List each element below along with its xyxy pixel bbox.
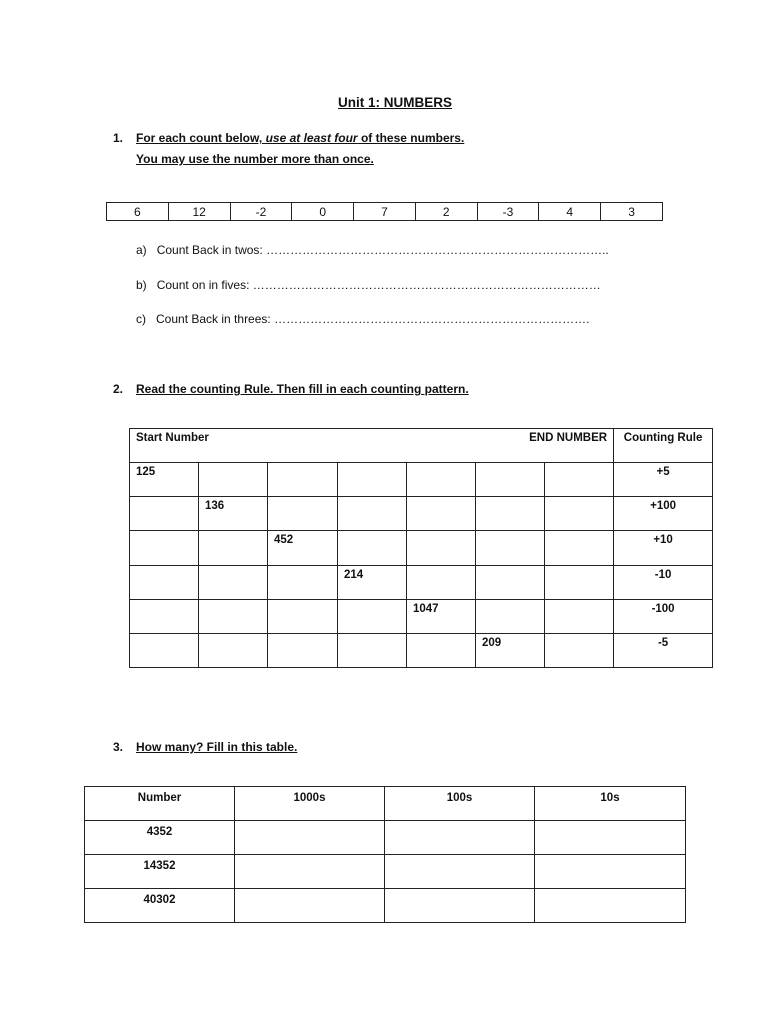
pattern-cell[interactable] <box>199 634 268 668</box>
pattern-cell[interactable] <box>338 497 407 531</box>
pattern-row <box>130 566 713 600</box>
pattern-cell[interactable] <box>476 566 545 600</box>
number-cell: 3 <box>601 203 663 221</box>
header-number: Number <box>85 787 235 821</box>
pattern-cell[interactable] <box>545 600 614 634</box>
pattern-cell[interactable]: 1047 <box>407 600 476 634</box>
number-cell: 2 <box>415 203 477 221</box>
pattern-cell[interactable] <box>545 566 614 600</box>
pattern-row <box>130 634 713 668</box>
pattern-cell[interactable] <box>268 497 338 531</box>
number-cell: -2 <box>230 203 292 221</box>
q1-instruction-line2: You may use the number more than once. <box>136 152 374 166</box>
pattern-cell[interactable] <box>199 566 268 600</box>
pattern-cell[interactable] <box>407 497 476 531</box>
pattern-cell[interactable] <box>199 600 268 634</box>
table-row <box>85 821 686 855</box>
counting-pattern-table <box>129 428 713 668</box>
pattern-cell[interactable]: 214 <box>338 566 407 600</box>
pattern-cell[interactable] <box>476 600 545 634</box>
pattern-cell[interactable] <box>407 634 476 668</box>
pattern-row <box>130 497 713 531</box>
pattern-cell[interactable] <box>268 600 338 634</box>
header-thousands: 1000s <box>235 787 385 821</box>
hundreds-cell[interactable] <box>385 855 535 889</box>
pattern-cell[interactable] <box>268 463 338 497</box>
pattern-row <box>130 531 713 566</box>
thousands-cell[interactable] <box>235 889 385 923</box>
count-item-a[interactable]: a) Count Back in twos: ………………………………………………………………………….. <box>136 243 609 257</box>
number-cell: 7 <box>354 203 416 221</box>
pattern-row <box>130 463 713 497</box>
pattern-cell[interactable] <box>545 634 614 668</box>
count-item-c[interactable]: c) Count Back in threes: ……………………………………………………………………. <box>136 312 590 326</box>
tens-cell[interactable] <box>535 855 686 889</box>
number-cell: 14352 <box>85 855 235 889</box>
header-tens: 10s <box>535 787 686 821</box>
pattern-cell[interactable] <box>407 566 476 600</box>
pattern-cell[interactable] <box>407 531 476 566</box>
q2-instruction: Read the counting Rule. Then fill in each counting pattern. <box>136 382 469 396</box>
q2-number: 2. <box>113 382 124 396</box>
table-row <box>85 855 686 889</box>
pattern-cell[interactable] <box>130 531 199 566</box>
number-cell: 0 <box>292 203 354 221</box>
pattern-cell[interactable]: 452 <box>268 531 338 566</box>
pattern-cell[interactable] <box>476 463 545 497</box>
pattern-cell[interactable] <box>338 463 407 497</box>
pattern-cell[interactable] <box>130 600 199 634</box>
end-number-header: END NUMBER <box>529 432 608 444</box>
count-item-b[interactable]: b) Count on in fives: …………………………………………………………………………… <box>136 278 601 292</box>
number-cell: -3 <box>477 203 539 221</box>
number-line-row <box>107 203 663 221</box>
table-row <box>85 889 686 923</box>
pattern-cell[interactable] <box>199 531 268 566</box>
counting-rule-cell: +5 <box>614 463 713 497</box>
pattern-cell[interactable] <box>338 634 407 668</box>
pattern-cell[interactable] <box>545 497 614 531</box>
counting-rule-cell: -10 <box>614 566 713 600</box>
tens-cell[interactable] <box>535 821 686 855</box>
pattern-cell[interactable] <box>338 600 407 634</box>
number-cell: 4 <box>539 203 601 221</box>
counting-rule-header: Counting Rule <box>614 429 713 463</box>
pattern-cell[interactable] <box>476 531 545 566</box>
pattern-cell[interactable] <box>130 566 199 600</box>
tens-cell[interactable] <box>535 889 686 923</box>
pattern-cell[interactable] <box>545 463 614 497</box>
hundreds-cell[interactable] <box>385 821 535 855</box>
number-cell: 6 <box>107 203 169 221</box>
q1-instruction-line1: For each count below, use at least four of these numbers. <box>136 131 465 145</box>
counting-rule-cell: -100 <box>614 600 713 634</box>
pattern-cell[interactable] <box>268 566 338 600</box>
pattern-cell[interactable]: 209 <box>476 634 545 668</box>
pattern-cell[interactable]: 125 <box>130 463 199 497</box>
number-cell: 40302 <box>85 889 235 923</box>
pattern-cell[interactable] <box>199 463 268 497</box>
pattern-cell[interactable] <box>130 634 199 668</box>
header-hundreds: 100s <box>385 787 535 821</box>
how-many-header-row <box>85 787 686 821</box>
counting-rule-cell: +100 <box>614 497 713 531</box>
thousands-cell[interactable] <box>235 855 385 889</box>
number-cell: 4352 <box>85 821 235 855</box>
pattern-cell[interactable] <box>476 497 545 531</box>
pattern-cell[interactable] <box>407 463 476 497</box>
pattern-header-cell <box>130 429 614 463</box>
hundreds-cell[interactable] <box>385 889 535 923</box>
pattern-cell[interactable] <box>545 531 614 566</box>
how-many-table <box>84 786 686 923</box>
pattern-row <box>130 600 713 634</box>
start-number-header: Start Number <box>136 432 209 444</box>
thousands-cell[interactable] <box>235 821 385 855</box>
pattern-cell[interactable] <box>130 497 199 531</box>
counting-rule-cell: -5 <box>614 634 713 668</box>
number-line-table <box>106 202 663 221</box>
pattern-cell[interactable] <box>338 531 407 566</box>
pattern-header-row <box>130 429 713 463</box>
counting-rule-cell: +10 <box>614 531 713 566</box>
q3-number: 3. <box>113 740 124 754</box>
number-cell: 12 <box>168 203 230 221</box>
q3-instruction: How many? Fill in this table. <box>136 740 298 754</box>
page-title: Unit 1: NUMBERS <box>338 95 452 110</box>
pattern-cell[interactable]: 136 <box>199 497 268 531</box>
q1-number: 1. <box>113 131 124 145</box>
pattern-cell[interactable] <box>268 634 338 668</box>
